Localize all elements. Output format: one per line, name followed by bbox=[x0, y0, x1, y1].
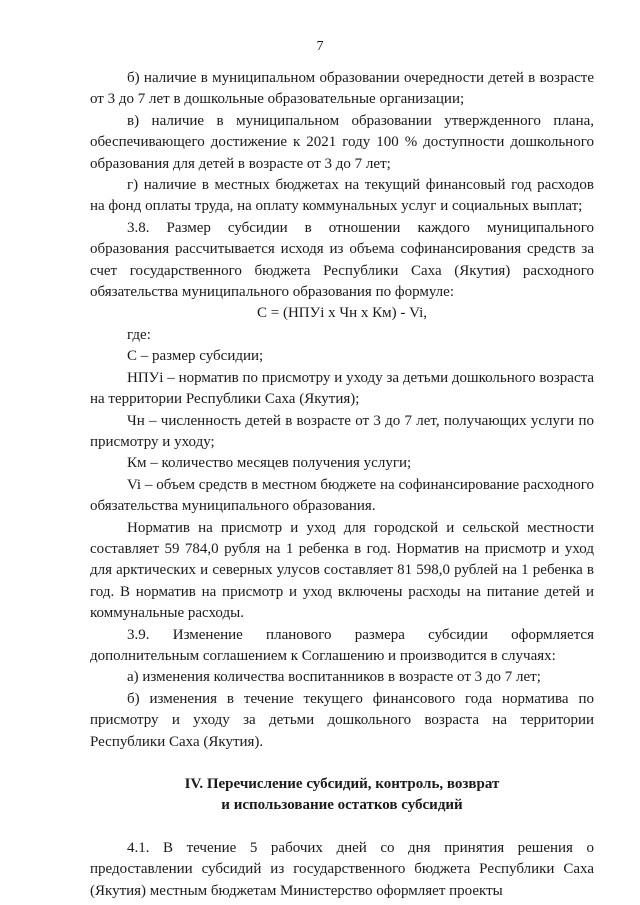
spacer bbox=[90, 817, 594, 838]
paragraph: Норматив на присмотр и уход для городской и сельской местности составляет 59 784,0 рубля на 1 ребенка в год. Норматив на присмотр и уход для арктических и северных улусов составляет 81 598,0 рублей на 1 ребенка в год. В норматив на присмотр и уход включены расходы на питание детей и коммунальные расходы. bbox=[90, 519, 594, 622]
paragraph: б) наличие в муниципальном образовании очередности детей в возрасте от 3 до 7 лет в дошкольные образовательные организации; bbox=[90, 70, 594, 108]
section-heading-line: и использование остатков субсидий bbox=[221, 797, 463, 814]
paragraph: С – размер субсидии; bbox=[127, 348, 264, 365]
paragraph: 4.1. В течение 5 рабочих дней со дня принятия решения о предоставлении субсидий из государственного бюджета Республики Саха (Якутия) местным бюджетам Министерство оформляет проекты bbox=[90, 839, 594, 899]
section-heading bbox=[90, 774, 594, 817]
paragraph: г) наличие в местных бюджетах на текущий финансовый год расходов на фонд оплаты труда, на оплату коммунальных услуг и социальных выплат; bbox=[90, 177, 594, 215]
section-heading-line: IV. Перечисление субсидий, контроль, возврат bbox=[184, 776, 500, 792]
paragraph: в) наличие в муниципальном образовании утвержденного плана, обеспечивающего достижение к 2021 году 100 % доступности дошкольного образования для детей в возрасте от 3 до 7 лет; bbox=[90, 112, 594, 172]
spacer bbox=[90, 753, 594, 774]
paragraph: б) изменения в течение текущего финансового года норматива по присмотру и уходу за детьми дошкольного возраста на территории Республики Саха (Якутия). bbox=[90, 690, 594, 750]
subsidy-formula: С = (НПУi х Чн х Км) - Vi, bbox=[256, 305, 428, 322]
paragraph: где: bbox=[127, 326, 151, 343]
paragraph: Км – количество месяцев получения услуги; bbox=[127, 455, 412, 472]
paragraph: 3.9. Изменение планового размера субсидии оформляется дополнительным соглашением к Соглашению и производится в случаях: bbox=[90, 626, 594, 664]
paragraph: Чн – численность детей в возрасте от 3 до 7 лет, получающих услуги по присмотру и уходу; bbox=[90, 412, 594, 450]
document-body bbox=[90, 68, 594, 902]
paragraph: Vi – объем средств в местном бюджете на софинансирование расходного обязательства муниципального образования. bbox=[90, 476, 594, 515]
paragraph: 3.8. Размер субсидии в отношении каждого муниципального образования рассчитывается исходя из объема софинансирования средств за счет государственного бюджета Республики Саха (Якутия) расходного обязательства муниципального образования по формуле: bbox=[90, 219, 594, 301]
paragraph: а) изменения количества воспитанников в возрасте от 3 до 7 лет; bbox=[127, 669, 541, 686]
paragraph: НПУi – норматив по присмотру и уходу за детьми дошкольного возраста на территории Республики Саха (Якутия); bbox=[90, 369, 594, 408]
page-number: 7 bbox=[316, 39, 324, 54]
